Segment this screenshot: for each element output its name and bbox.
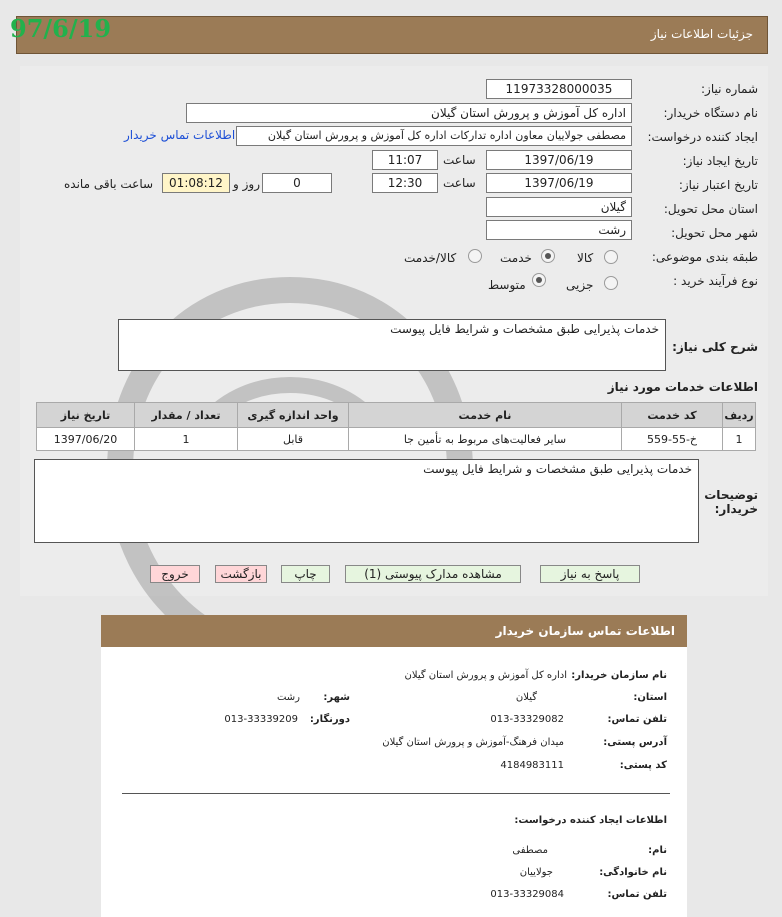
cell-need-date: 1397/06/20: [37, 428, 135, 451]
org-value: اداره کل آموزش و پرورش استان گیلان: [404, 670, 567, 681]
cell-unit: قابل: [238, 428, 349, 451]
process-radio-medium[interactable]: [532, 273, 546, 287]
last-name-value: جولاییان: [519, 867, 553, 878]
print-button[interactable]: چاپ: [281, 565, 330, 583]
date-stamp: 97/6/19: [10, 14, 112, 43]
city-label: شهر محل تحویل:: [671, 226, 758, 240]
buyer-contact-link[interactable]: اطلاعات تماس خریدار: [124, 128, 236, 142]
process-label: نوع فرآیند خرید :: [673, 274, 758, 288]
first-name-value: مصطفی: [512, 845, 548, 856]
table-row[interactable]: [37, 428, 756, 451]
province-label-card: استان:: [633, 692, 667, 703]
created-date-label: تاریخ ایجاد نیاز:: [682, 154, 758, 168]
buyer-notes-textarea[interactable]: [34, 459, 699, 543]
exit-button[interactable]: خروج: [150, 565, 200, 583]
remaining-time-field[interactable]: 01:08:12: [162, 173, 230, 193]
province-label: استان محل تحویل:: [663, 202, 758, 216]
category-option-both: کالا/خدمت: [404, 251, 457, 265]
last-name-label: نام خانوادگی:: [599, 867, 667, 878]
remaining-label: ساعت باقی مانده: [64, 177, 154, 191]
cell-row-number: 1: [723, 428, 756, 451]
valid-time-label: ساعت: [443, 176, 476, 190]
valid-date-label: تاریخ اعتبار نیاز:: [678, 178, 758, 192]
city-label-card: شهر:: [323, 692, 350, 703]
buyer-org-label: نام دستگاه خریدار:: [663, 106, 758, 120]
col-unit: واحد اندازه گیری: [238, 403, 349, 428]
table-header-row: [37, 403, 756, 428]
postal-value: 4184983111: [500, 760, 564, 771]
view-documents-button[interactable]: مشاهده مدارک پیوستی (1): [345, 565, 521, 583]
phone-value: 013-33329082: [490, 714, 564, 725]
days-label: روز و: [233, 177, 260, 191]
fax-label: دورنگار:: [309, 714, 350, 725]
process-option-medium: متوسط: [488, 278, 526, 292]
category-radio-both[interactable]: [468, 249, 482, 263]
buyer-org-field[interactable]: اداره کل آموزش و پرورش استان گیلان: [186, 103, 632, 123]
card-divider: [122, 793, 670, 794]
respond-button[interactable]: پاسخ به نیاز: [540, 565, 640, 583]
buyer-notes-label: توضیحات خریدار:: [704, 488, 758, 516]
services-heading: اطلاعات خدمات مورد نیاز: [607, 380, 758, 394]
org-label: نام سازمان خریدار:: [571, 670, 667, 681]
requester-field[interactable]: مصطفی جولاییان معاون اداره تدارکات اداره کل آموزش و پرورش استان گیلان: [236, 126, 632, 146]
window-titlebar: [16, 16, 768, 54]
col-need-date: تاریخ نیاز: [37, 403, 135, 428]
category-radio-goods[interactable]: [604, 250, 618, 264]
creator-phone-label: تلفن تماس:: [607, 889, 667, 900]
postal-label: کد پستی:: [619, 760, 667, 771]
city-field[interactable]: رشت: [486, 220, 632, 240]
need-number-label: شماره نیاز:: [701, 82, 758, 96]
creator-phone-value: 013-33329084: [490, 889, 564, 900]
creator-heading: اطلاعات ایجاد کننده درخواست:: [514, 815, 667, 826]
province-value-card: گیلان: [515, 692, 537, 703]
category-option-service: خدمت: [500, 251, 532, 265]
city-value-card: رشت: [276, 692, 300, 703]
cell-service-name: سایر فعالیت‌های مربوط به تأمین جا: [349, 428, 622, 451]
created-time-field[interactable]: 11:07: [372, 150, 438, 170]
address-label: آدرس پستی:: [603, 737, 667, 748]
category-radio-service[interactable]: [541, 249, 555, 263]
process-option-minor: جزیی: [566, 278, 594, 292]
created-date-field[interactable]: 1397/06/19: [486, 150, 632, 170]
back-button[interactable]: بازگشت: [215, 565, 267, 583]
cell-quantity: 1: [135, 428, 238, 451]
phone-label: تلفن تماس:: [607, 714, 667, 725]
province-field[interactable]: گیلان: [486, 197, 632, 217]
process-radio-minor[interactable]: [604, 276, 618, 290]
col-service-name: نام خدمت: [349, 403, 622, 428]
buyer-notes-text: خدمات پذیرایی طبق مشخصات و شرایط فایل پیوست: [423, 462, 692, 476]
category-label: طبقه بندی موضوعی:: [651, 250, 758, 264]
remaining-days-field[interactable]: 0: [262, 173, 332, 193]
services-table: [36, 402, 756, 451]
col-row-number: ردیف: [723, 403, 756, 428]
first-name-label: نام:: [648, 845, 667, 856]
cell-service-code: خ-55-559: [622, 428, 723, 451]
summary-textarea[interactable]: [118, 319, 666, 371]
address-value: میدان فرهنگ-آموزش و پرورش استان گیلان: [382, 737, 564, 748]
created-time-label: ساعت: [443, 153, 476, 167]
need-number-field[interactable]: 11973328000035: [486, 79, 632, 99]
valid-time-field[interactable]: 12:30: [372, 173, 438, 193]
summary-label: شرح کلی نیاز:: [672, 340, 758, 354]
requester-label: ایجاد کننده درخواست:: [647, 130, 758, 144]
fax-value: 013-33339209: [224, 714, 298, 725]
col-service-code: کد خدمت: [622, 403, 723, 428]
contact-card-header: [101, 615, 687, 647]
window-title: جزئیات اطلاعات نیاز: [650, 27, 753, 41]
valid-date-field[interactable]: 1397/06/19: [486, 173, 632, 193]
category-option-goods: کالا: [577, 251, 594, 265]
summary-text: خدمات پذیرایی طبق مشخصات و شرایط فایل پیوست: [390, 322, 659, 336]
col-quantity: تعداد / مقدار: [135, 403, 238, 428]
contact-card-title: اطلاعات تماس سازمان خریدار: [495, 624, 675, 638]
